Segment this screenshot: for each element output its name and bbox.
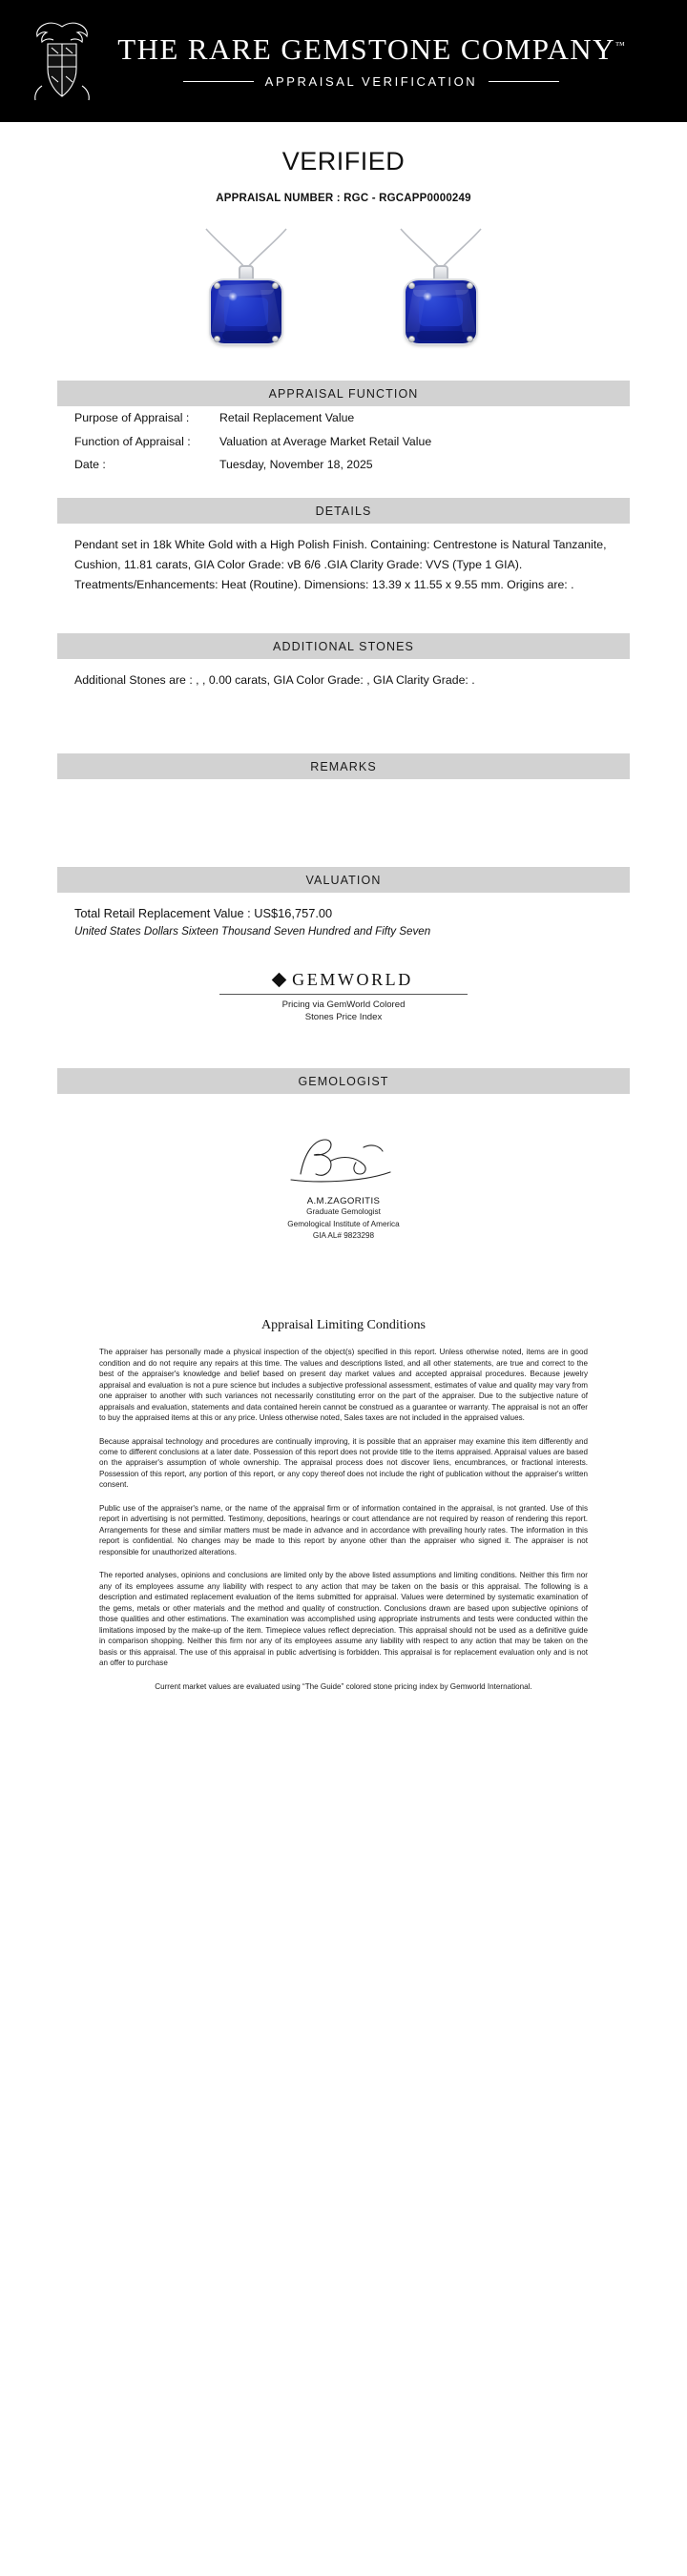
- limiting-conditions: [57, 1318, 630, 1692]
- gemologist-name: A.M.ZAGORITIS: [306, 1196, 381, 1207]
- verified-block: [0, 122, 687, 204]
- appraisal-function-rows: [57, 406, 630, 477]
- purpose-label: Purpose of Appraisal :: [74, 411, 190, 424]
- gemologist-title: Graduate Gemologist: [306, 1207, 381, 1217]
- details-text: Pendant set in 18k White Gold with a High Polish Finish. Containing: Centrestone is Natural Tanzanite, Cushion, 11.81 carats, GIA Color Grade: vB 6/6 .GIA Clarity Grade: VVS (Type 1 GIA). Treatments/Enhancements: Heat (Routine). Dimensions: 13.39 x 11.55 x 9.55 mm. Origins are: .: [74, 537, 607, 592]
- additional-stones-heading: ADDITIONAL STONES: [57, 633, 630, 659]
- date-label: Date :: [74, 458, 106, 472]
- appraisal-number: APPRAISAL NUMBER : RGC - RGCAPP0000249: [216, 193, 471, 204]
- limiting-conditions-paragraph-4: The reported analyses, opinions and conclusions are limited only by the above listed assumptions and limiting conditions. Neither this firm nor any of its employees assume any liability with respect to any action that may be taken on the basis or this appraisal. The following is a description and estimated replacement evaluation of the items submitted for appraisal. Values were determined by systematic examination of the gems, metals or other materials and the method and quality of construction. Conclusions drawn are based upon subjective opinions of those qualities and other estimations. The examination was accomplished using appropriate instruments and tests were conducted within the limitations imposed by the make-up of the item. Timepiece values reflect depreciation. This appraisal should not be used as a definitive guide in comparison shopping. Neither this firm nor any of its employees assume any liability with respect to any action that may be taken on the basis or this appraisal. The use of this appraisal in public advertising is forbidden. This appraisal is for replacement evaluation only and is not an offer to purchase: [99, 1571, 588, 1668]
- remarks-text: [57, 779, 630, 840]
- limiting-conditions-paragraph-3: Public use of the appraiser's name, or the name of the appraisal firm or of information contained in the appraisal, is not granted. Use of this report in advertising is not permitted. Testimony, depositions, hearings or court attendance are not required by reason of rendering this report. Arrangements for these and similar matters must be made in advance and in accordance with prevailing hourly rates. The information in this report is confidential. No changes may be made to this report by anyone other than the appraiser who signed it. The appraiser is not responsible for unauthorized alterations.: [99, 1503, 588, 1556]
- section-additional-stones: [57, 633, 630, 694]
- row-date: [74, 453, 630, 477]
- gemworld-caption-line2: Stones Price Index: [304, 1012, 383, 1023]
- header-titles: [80, 33, 662, 89]
- limiting-conditions-paragraph-1: The appraiser has personally made a physical inspection of the object(s) specified in this report. Unless otherwise noted, items are in good condition and do not require any repairs at this time. The values and descriptions listed, and all other statements, are true and correct to the best of the appraiser's knowledge and belief based on present day market values and accepted appraisal procedures. Because jewelry appraisal and evaluation is not a pure science but includes a subjective professional assessment, estimates of value and quality may vary from one appraiser to another with such variances not necessarily constituting error on the part of the appraiser. Due to the subjective nature of appraisals and evaluation, statements and data contained herein cannot be construed as a guarantee or warranty. The appraisal is not an offer to buy the appraised items at this or any price. Unless otherwise noted, Sales taxes are not included in the appraised values.: [99, 1348, 588, 1423]
- valuation-total-row: [57, 893, 630, 920]
- verified-title: VERIFIED: [281, 147, 406, 175]
- function-label: Function of Appraisal :: [74, 434, 191, 448]
- trademark-symbol: ™: [614, 40, 625, 52]
- header-subtitle-row: [80, 74, 662, 89]
- section-gemologist: [57, 1068, 630, 1094]
- pendant-left: [189, 227, 303, 353]
- section-details: [57, 498, 630, 599]
- gemologist-institute: Gemological Institute of America: [287, 1219, 400, 1228]
- additional-stones-text: Additional Stones are : , , 0.00 carats, GIA Color Grade: , GIA Clarity Grade: .: [74, 673, 475, 688]
- valuation-total-label: Total Retail Replacement Value :: [74, 906, 251, 921]
- limiting-conditions-paragraph-5: Current market values are evaluated using “The Guide” colored stone pricing index by Gemworld International.: [155, 1681, 532, 1691]
- gemworld-logo: [219, 970, 468, 994]
- gem-pair: [57, 225, 630, 354]
- function-value: Valuation at Average Market Retail Value: [219, 434, 432, 448]
- gemworld-block: [219, 970, 468, 1024]
- valuation-total-value: US$16,757.00: [254, 906, 333, 921]
- gemologist-license: GIA AL# 9823298: [312, 1230, 375, 1240]
- company-name: [80, 33, 662, 66]
- row-purpose: [74, 406, 630, 430]
- gemologist-heading: GEMOLOGIST: [57, 1068, 630, 1094]
- valuation-total-words: United States Dollars Sixteen Thousand Seven Hundred and Fifty Seven: [74, 925, 431, 938]
- section-valuation: [57, 867, 630, 938]
- document-header: [0, 0, 687, 122]
- appraisal-function-heading: APPRAISAL FUNCTION: [57, 381, 630, 406]
- section-appraisal-function: [57, 381, 630, 477]
- pendant-right: [384, 227, 498, 353]
- gemworld-logo-text: GEMWORLD: [292, 970, 413, 990]
- rule-left: [183, 81, 254, 82]
- gemstone-photo: [57, 225, 630, 354]
- header-subtitle: APPRAISAL VERIFICATION: [264, 74, 478, 90]
- gemworld-caption: [219, 994, 468, 1024]
- limiting-conditions-title: Appraisal Limiting Conditions: [261, 1318, 426, 1333]
- center-stone: [406, 280, 476, 343]
- purpose-value: Retail Replacement Value: [219, 411, 355, 424]
- rule-right: [489, 81, 559, 82]
- details-heading: DETAILS: [57, 498, 630, 524]
- handwritten-signature-icon: [272, 1132, 415, 1187]
- limiting-conditions-paragraph-2: Because appraisal technology and procedures are continually improving, it is possible that an appraiser may examine this item differently and come to different conclusions at a later date. Possession of this report does not provide title to the items appraised. Appraisal values are based on the appraiser's assumption of whole ownership. The appraisal process does not discover liens, encumbrances, or fractional interests. Possession of this report, any portion of this report, or any copy thereof does not include the right of publication without the appraiser's written consent.: [99, 1436, 588, 1490]
- company-name-text: THE RARE GEMSTONE COMPANY: [117, 31, 615, 66]
- section-remarks: [57, 753, 630, 840]
- date-value: Tuesday, November 18, 2025: [219, 458, 373, 472]
- remarks-heading: REMARKS: [57, 753, 630, 779]
- gemworld-caption-line1: Pricing via GemWorld Colored: [281, 999, 406, 1011]
- valuation-heading: VALUATION: [57, 867, 630, 893]
- diamond-icon: [272, 973, 287, 988]
- signature-block: [57, 1132, 630, 1242]
- center-stone: [211, 280, 281, 343]
- row-function: [74, 430, 630, 454]
